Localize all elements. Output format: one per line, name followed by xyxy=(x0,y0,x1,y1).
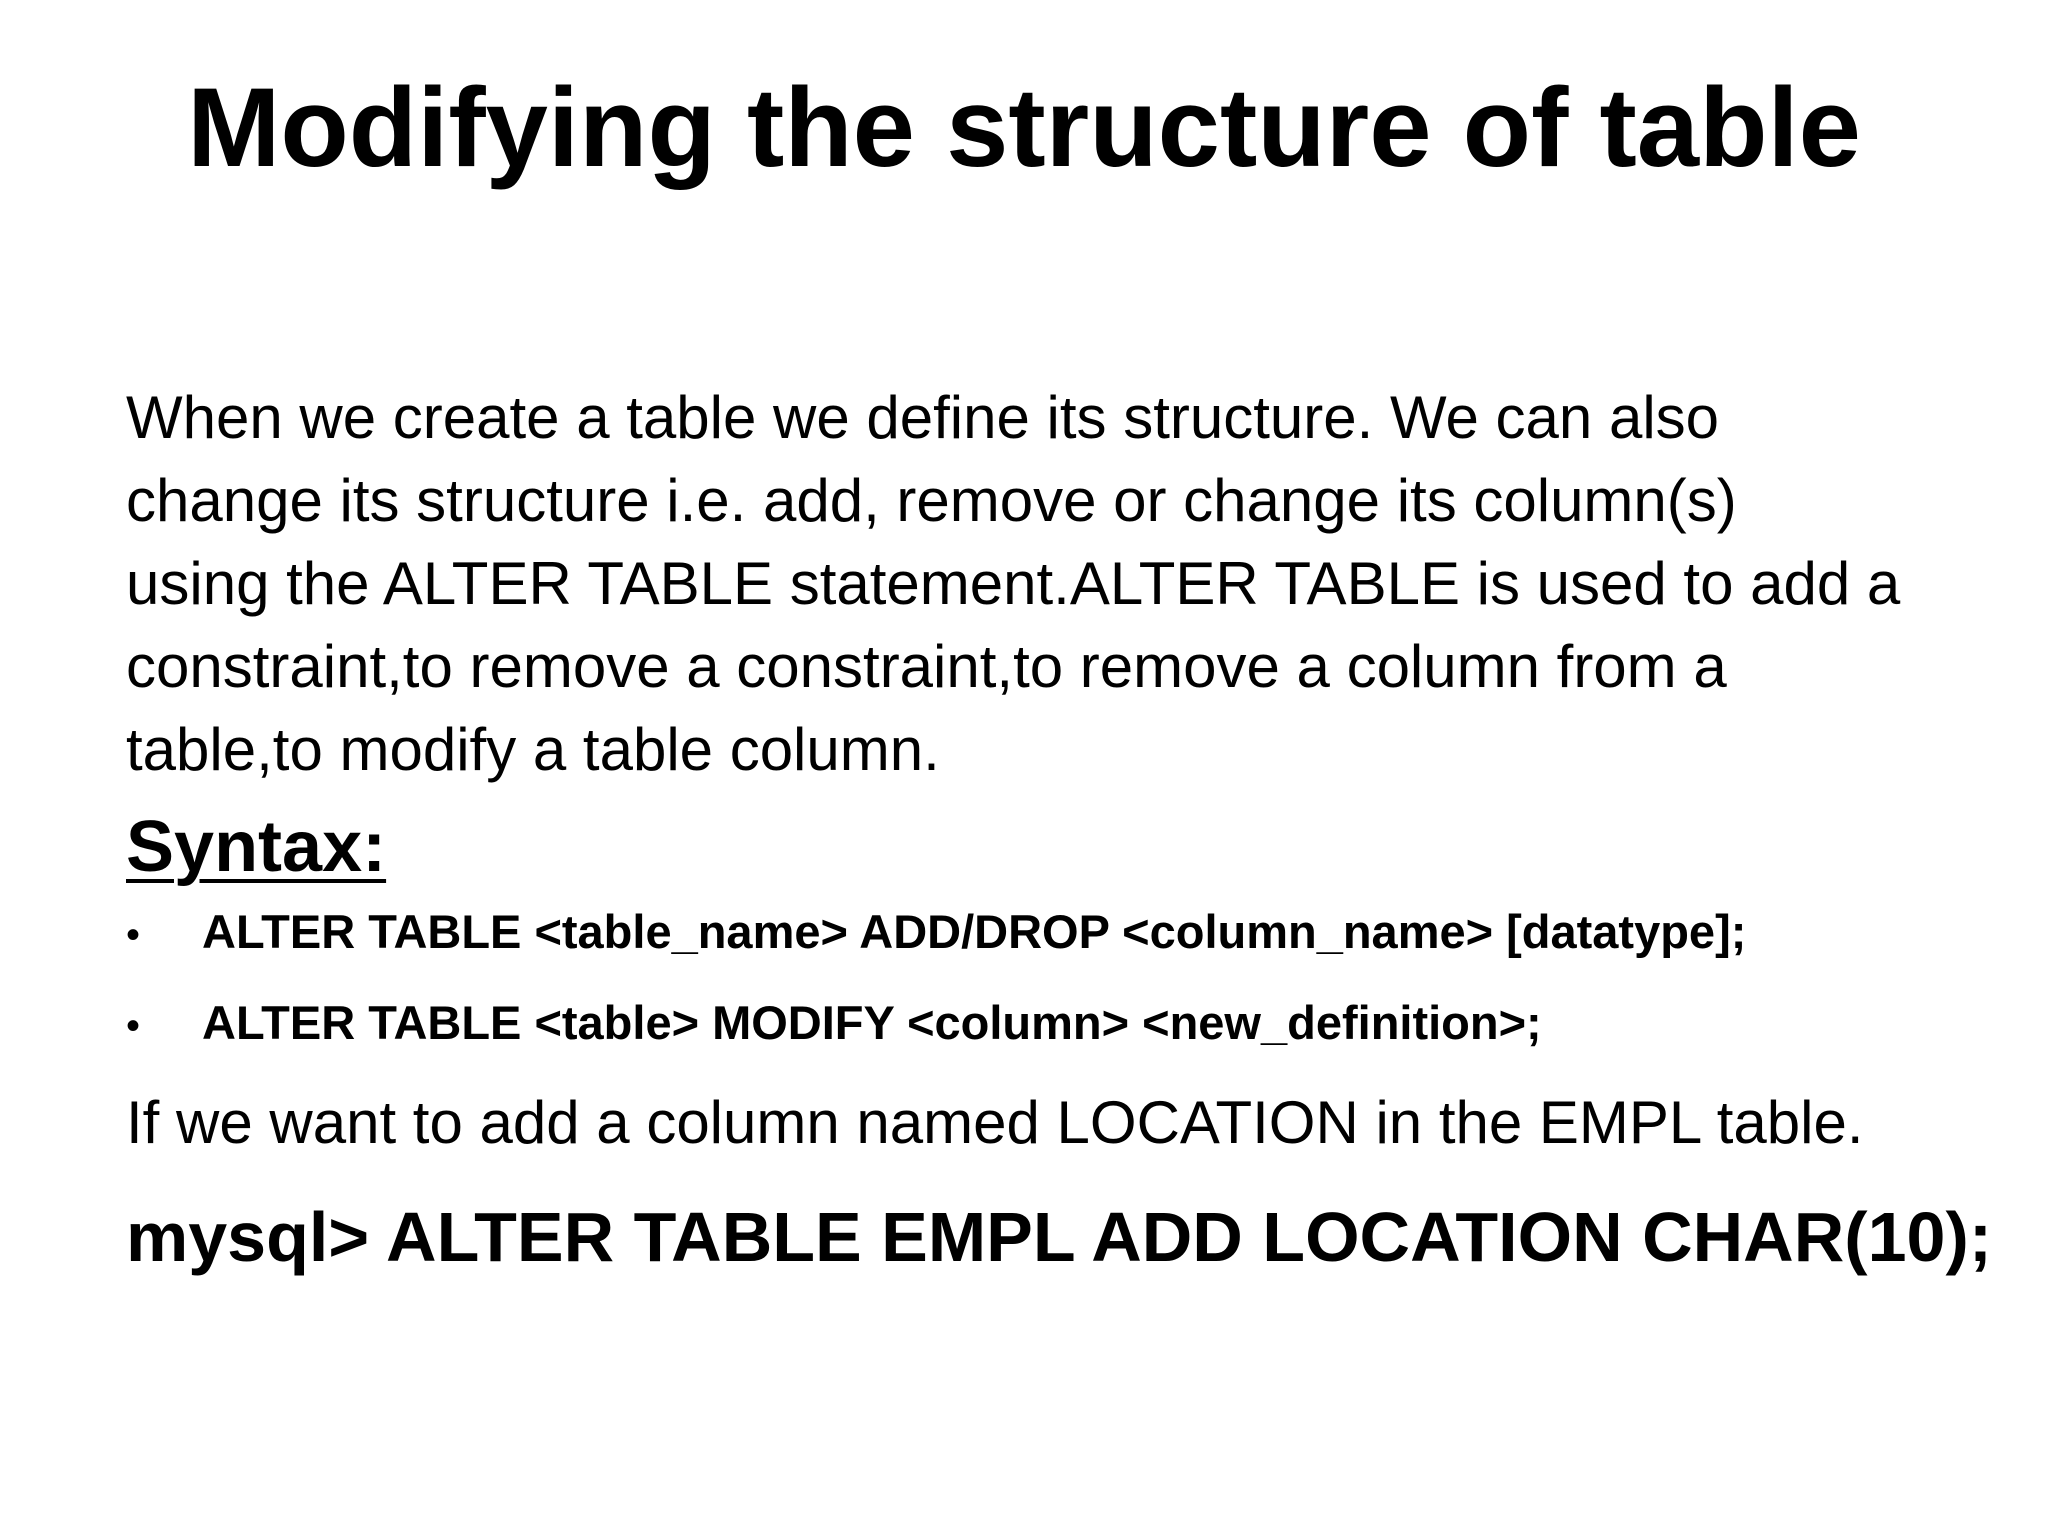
syntax-item xyxy=(126,901,1946,966)
syntax-heading: Syntax: xyxy=(126,807,387,887)
bullet-icon: • xyxy=(126,1004,141,1048)
bullet-icon: • xyxy=(126,913,141,957)
intro-line: constraint,to remove a constraint,to remove a column from a xyxy=(126,633,1727,700)
intro-line: using the ALTER TABLE statement.ALTER TABLE is used to add a xyxy=(126,550,1901,617)
intro-paragraph xyxy=(126,376,1946,791)
syntax-item-text: ALTER TABLE <table> MODIFY <column> <new_definition>; xyxy=(202,996,1542,1049)
example-description: If we want to add a column named LOCATION in the EMPL table. xyxy=(126,1089,1864,1156)
syntax-list xyxy=(126,901,1946,1057)
syntax-item xyxy=(126,992,1946,1057)
intro-line: table,to modify a table column. xyxy=(126,716,940,783)
syntax-item-text: ALTER TABLE <table_name> ADD/DROP <column_name> [datatype]; xyxy=(202,905,1747,958)
slide-content xyxy=(126,376,1993,1285)
slide-title: Modifying the structure of table xyxy=(187,65,1861,190)
intro-line: change its structure i.e. add, remove or change its column(s) xyxy=(126,467,1737,534)
sql-command: mysql> ALTER TABLE EMPL ADD LOCATION CHAR(10); xyxy=(126,1198,1993,1276)
intro-line: When we create a table we define its structure. We can also xyxy=(126,384,1720,451)
